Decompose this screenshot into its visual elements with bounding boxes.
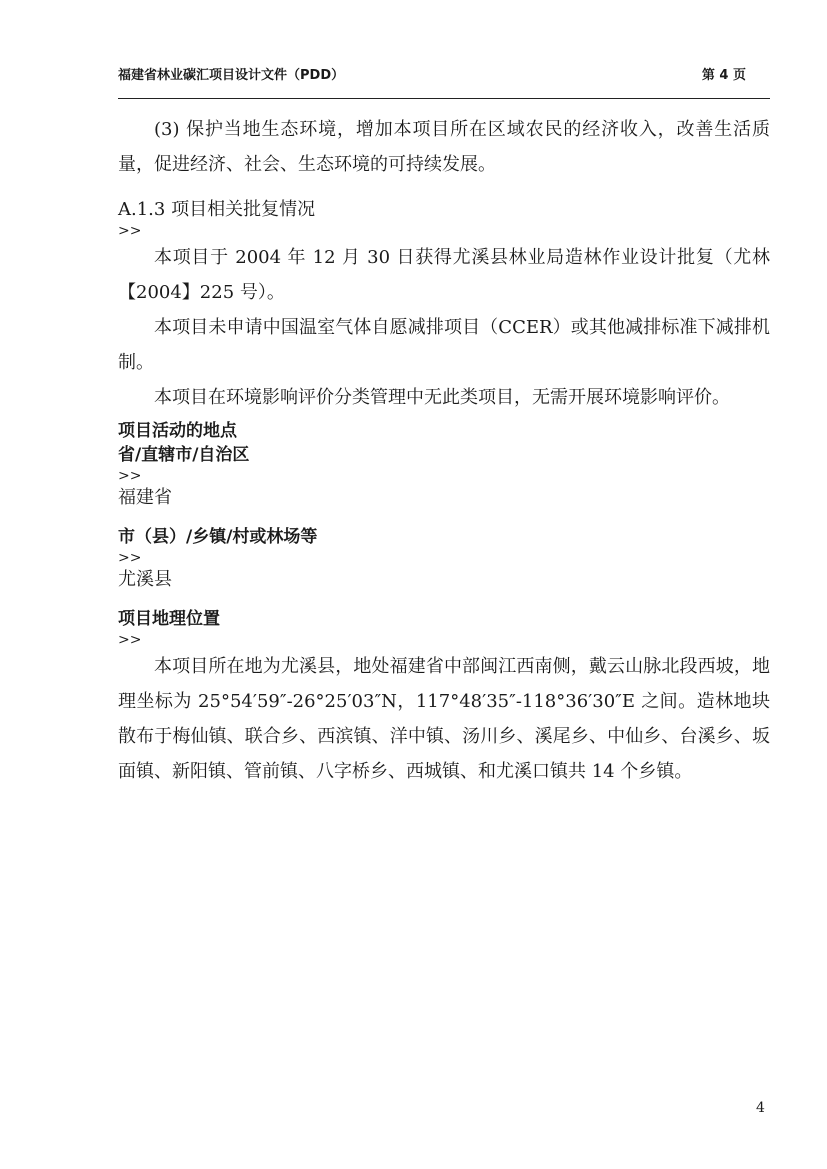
header-divider — [118, 98, 770, 99]
content-marker: >> — [118, 468, 142, 484]
geo-location-heading: 项目地理位置 — [118, 609, 220, 629]
content-marker: >> — [118, 550, 142, 566]
document-title: 福建省林业碳汇项目设计文件（PDD） — [118, 68, 345, 83]
content-marker: >> — [118, 632, 142, 648]
paragraph-ccer: 本项目未申请中国温室气体自愿减排项目（CCER）或其他减排标准下减排机制。 — [118, 317, 770, 373]
province-heading: 省/直辖市/自治区 — [118, 445, 250, 465]
page-number: 4 — [756, 1100, 765, 1116]
paragraph-approval: 本项目于 2004 年 12 月 30 日获得尤溪县林业局造林作业设计批复（尤林【2004】225 号）。 — [118, 247, 770, 303]
page-label: 第 4 页 — [701, 68, 746, 83]
location-heading: 项目活动的地点 — [118, 421, 237, 441]
paragraph-geography: 本项目所在地为尤溪县，地处福建省中部闽江西南侧，戴云山脉北段西坡，地理坐标为 25°54′59″-26°25′03″N，117°48′35″-118°36′30″E 之间。造林地块散布于梅仙镇、联合乡、西滨镇、洋中镇、汤川乡、溪尾乡、中仙乡、台溪乡、坂面镇、新阳镇、管前镇、八字桥乡、西城镇、和尤溪口镇共 14 个乡镇。 — [118, 656, 770, 782]
paragraph-eia: 本项目在环境影响评价分类管理中无此类项目，无需开展环境影响评价。 — [154, 387, 730, 408]
province-value: 福建省 — [118, 487, 172, 508]
county-heading: 市（县）/乡镇/村或林场等 — [118, 527, 318, 547]
county-value: 尤溪县 — [118, 569, 172, 590]
page-header — [118, 60, 770, 84]
document-body — [118, 112, 770, 789]
paragraph-objective-3: (3) 保护当地生态环境，增加本项目所在区域农民的经济收入，改善生活质量，促进经济、社会、生态环境的可持续发展。 — [118, 119, 770, 175]
section-heading-a13: A.1.3 项目相关批复情况 — [118, 199, 316, 220]
content-marker: >> — [118, 223, 142, 239]
